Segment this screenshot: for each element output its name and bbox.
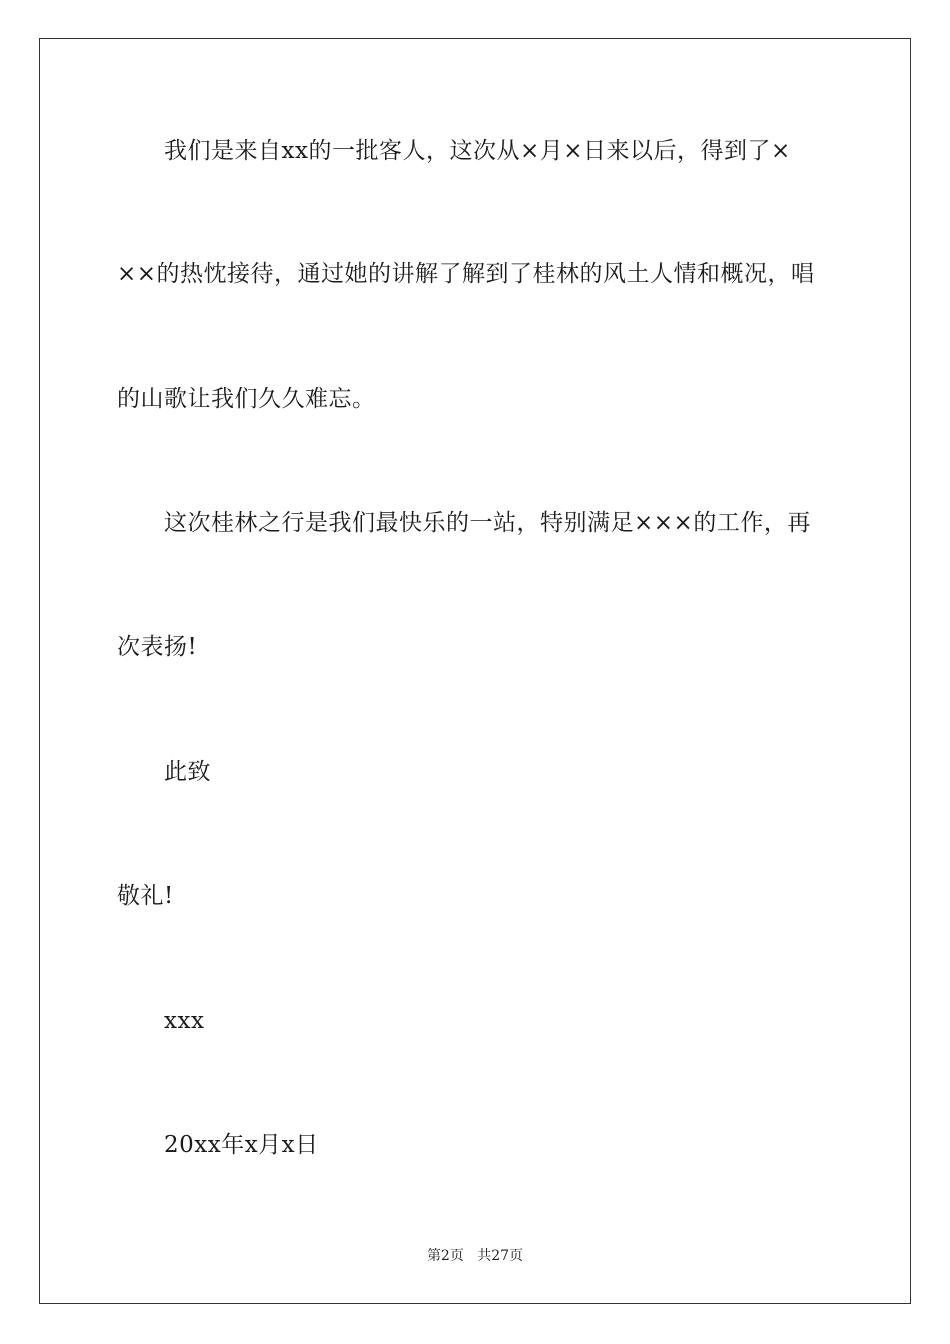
body-paragraph-line-1: 我们是来自xx的一批客人，这次从×月×日来以后，得到了× xyxy=(164,138,791,164)
body-paragraph-line-3: 的山歌让我们久久难忘。 xyxy=(117,386,376,412)
closing-regards: 敬礼! xyxy=(117,883,174,909)
signature-name: xxx xyxy=(164,1008,205,1034)
body-paragraph-2-line-2: 次表扬! xyxy=(117,634,198,660)
page-border xyxy=(39,38,911,1304)
signature-date: 20xx年x月x日 xyxy=(164,1132,319,1158)
page-footer xyxy=(0,1247,950,1265)
page-number-total: 共27页 xyxy=(477,1248,524,1264)
body-paragraph-line-2: ××的热忱接待，通过她的讲解了解到了桂林的风土人情和概况，唱 xyxy=(117,261,815,287)
closing-salutation: 此致 xyxy=(164,759,211,785)
page-number-current: 第2页 xyxy=(426,1248,464,1264)
body-paragraph-2-line-1: 这次桂林之行是我们最快乐的一站，特别满足×××的工作，再 xyxy=(164,510,811,536)
